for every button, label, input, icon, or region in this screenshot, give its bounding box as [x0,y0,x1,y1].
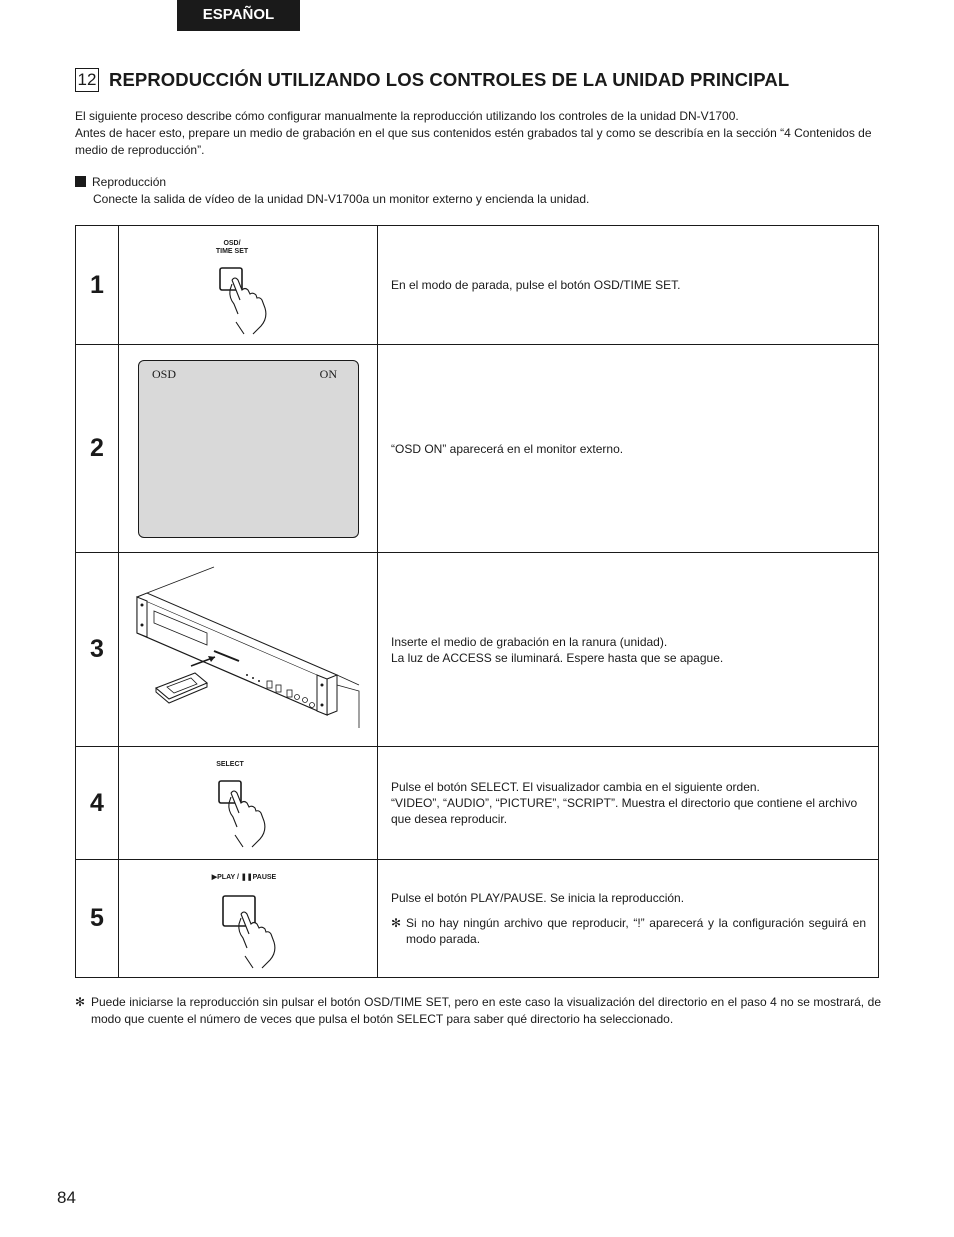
step-text [378,226,878,344]
subsection-text: Conecte la salida de vídeo de la unidad DN-V1700a un monitor externo y encienda la unidad. [93,192,590,206]
section-heading [75,67,875,93]
step-5-text: Pulse el botón PLAY/PAUSE. Se inicia la reproducción. [391,891,685,905]
step-number: 5 [76,860,119,977]
section-number: 12 [75,68,99,92]
square-bullet-icon [75,176,86,187]
screen-on-label: ON [319,367,337,381]
step-4-text-line-1: Pulse el botón SELECT. El visualizador cambia en el siguiente orden. [391,780,760,794]
step-row [76,553,878,747]
unit-card-insert-illustration [119,553,378,747]
step-3-text-line-1: Inserte el medio de grabación en la ranura (unidad). [391,634,668,649]
subsection-heading: Reproducción [92,175,167,189]
asterisk-icon: ✻ [391,916,402,930]
step-row [76,345,878,553]
step-row [76,747,878,860]
step-figure [119,226,378,344]
step-text [378,553,878,746]
step-5-note-text: Si no hay ningún archivo que reproducir, “!” aparecerá y la configuración seguirá en modo parada. [406,916,866,946]
subsection [75,174,885,208]
step-figure [119,553,378,746]
step-4-text-line-2: “VIDEO”, “AUDIO”, “PICTURE”, “SCRIPT”. Muestra el directorio que contiene el archivo que desea reproducir. [391,796,858,826]
step-number: 2 [76,345,119,552]
play-pause-button-label: ▶PLAY / ❚❚PAUSE [211,874,277,881]
language-tab [177,0,300,31]
step-2-text: “OSD ON” aparecerá en el monitor externo. [391,441,624,456]
step-row [76,860,878,977]
page-number: 84 [57,1188,76,1207]
intro-paragraph [75,108,885,159]
pause-icon: ❚❚ [240,874,253,881]
footnote-text: Puede iniciarse la reproducción sin pulsar el botón OSD/TIME SET, pero en este caso la visualización del directorio en el paso 4 no se mostrará, de modo que cuente el número de veces que pulsa el botón SELECT para saber qué directorio ha seleccionado. [91,995,881,1026]
intro-line-1: El siguiente proceso describe cómo configurar manualmente la reproducción utilizando los controles de la unidad DN-V1700. [75,109,739,123]
footnote [75,994,881,1027]
select-button-label: SELECT [216,761,244,768]
step-text [378,860,878,977]
monitor-screen [138,360,359,538]
asterisk-icon: ✻ [75,995,86,1009]
hand-pressing-button-icon [217,890,303,974]
language-tab-label: ESPAÑOL [202,6,275,23]
step-number: 4 [76,747,119,859]
hand-pressing-button-icon [213,777,293,852]
section-title: REPRODUCCIÓN UTILIZANDO LOS CONTROLES DE LA UNIDAD PRINCIPAL [109,69,790,90]
steps-table [75,225,879,978]
step-text [378,345,878,552]
screen-osd-label: OSD [152,367,177,381]
intro-line-2: Antes de hacer esto, prepare un medio de grabación en el que sus contenidos estén grabados tal y como se describía en la sección “4 Contenidos de medio de reproducción”. [75,126,872,157]
step-number: 1 [76,226,119,344]
step-number: 3 [76,553,119,746]
hand-pressing-button-icon [214,264,294,339]
step-5-note [391,915,866,947]
play-icon: ▶ [211,874,218,881]
step-figure [119,747,378,859]
step-3-text-line-2: La luz de ACCESS se iluminará. Espere hasta que se apague. [391,650,724,665]
osd-button-label: OSD/ TIME SET [215,240,249,255]
step-figure [119,345,378,552]
step-text [378,747,878,859]
step-figure [119,860,378,977]
step-row [76,226,878,345]
step-1-text: En el modo de parada, pulse el botón OSD/TIME SET. [391,278,681,292]
